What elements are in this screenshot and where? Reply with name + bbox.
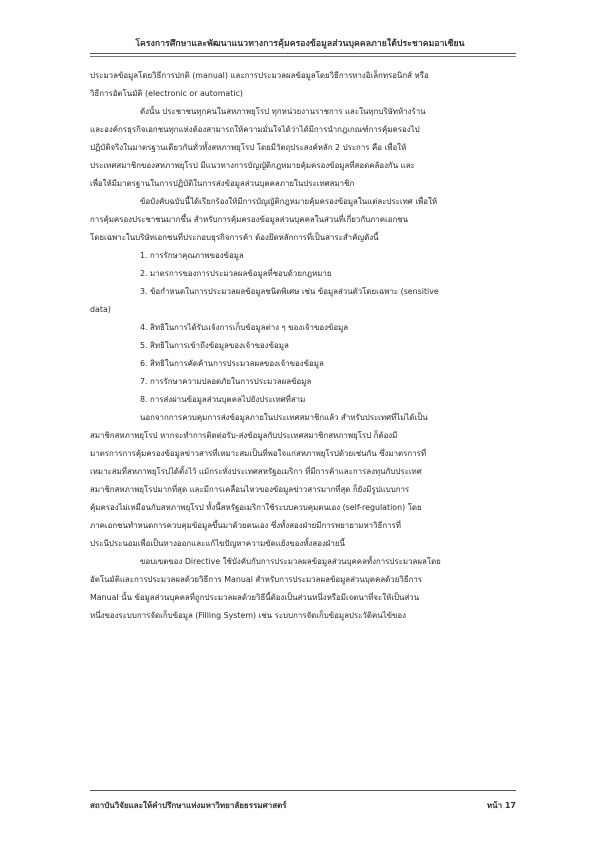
list-item: 1. การรักษาคุณภาพของข้อมูล bbox=[140, 251, 244, 260]
list-item-continuation: data) bbox=[90, 305, 111, 314]
page-header-title: โครงการศึกษาและพัฒนาแนวทางการคุ้มครองข้อมูลส่วนบุคคลภายใต้ประชาคมอาเซียน bbox=[135, 39, 465, 49]
body-line: โดยเฉพาะในบริษัทเอกชนที่ประกอบธุรกิจการค้า ต้องยึดหลักการที่เป็นสาระสำคัญดังนี้ bbox=[90, 233, 379, 242]
body-line: Manual นั้น ข้อมูลส่วนบุคคลที่ถูกประมวลผลด้วยวิธีนี้ต้องเป็นส่วนหนึ่งหรือมีเจตนาที่จะให้เป็นส่วน bbox=[90, 593, 420, 602]
footer-institution: สถาบันวิจัยและให้คำปรึกษาแห่งมหาวิทยาลัยธรรมศาสตร์ bbox=[90, 801, 287, 810]
body-line: ดังนั้น ประชาชนทุกคนในสหภาพยุโรป ทุกหน่วยงานราชการ และในทุกบริษัทห้างร้าน bbox=[140, 107, 426, 116]
body-line: การคุ้มครองประชาชนมากขึ้น สำหรับการคุ้มครองข้อมูลส่วนบุคคลในส่วนที่เกี่ยวกับภาคเอกชน bbox=[90, 215, 408, 224]
body-text bbox=[90, 67, 516, 625]
header-rule bbox=[90, 53, 516, 54]
body-line: ปฏิบัติจริงในมาตรฐานเดียวกันทั่วทั้งสหภาพยุโรป โดยมีวัตถุประสงค์หลัก 2 ประการ คือ เพื่อให้ bbox=[90, 143, 407, 152]
body-line: นอกจากการควบคุมการส่งข้อมูลภายในประเทศสมาชิกแล้ว สำหรับประเทศที่ไม่ได้เป็น bbox=[140, 413, 428, 422]
body-line: สมาชิกสหภาพยุโรป หากจะทำการติดต่อรับ-ส่งข้อมูลกับประเทศสมาชิกสหภาพยุโรป ก็ต้องมี bbox=[90, 431, 398, 440]
list-item: 4. สิทธิในการได้รับแจ้งการเก็บข้อมูลต่าง ๆ ของเจ้าของข้อมูล bbox=[140, 323, 349, 332]
list-item: 2. มาตรการของการประมวลผลข้อมูลที่ชอบด้วยกฎหมาย bbox=[140, 269, 332, 278]
page-number: หน้า 17 bbox=[486, 801, 516, 810]
body-line: อัตโนมัติและการประมวลผลด้วยวิธีการ Manual สำหรับการประมวลผลข้อมูลส่วนบุคคลด้วยวิธีการ bbox=[90, 575, 423, 584]
body-line: ประนีประนอมเพื่อเป็นทางออกและแก้ไขปัญหาความขัดแย้งของทั้งสองฝ่ายนี้ bbox=[90, 539, 345, 548]
body-line: เหมาะสมที่สหภาพยุโรปได้ตั้งไว้ แม้กระทั่งประเทศสหรัฐอเมริกา ที่มีการค้าและการลงทุนกับประเทศ bbox=[90, 467, 422, 476]
body-line: ประมวลข้อมูลโดยวิธีการปกติ (manual) และการประมวลผลข้อมูลโดยวิธีการทางอิเล็กทรอนิกส์ หรือ bbox=[90, 71, 429, 80]
body-line: สมาชิกสหภาพยุโรปมากที่สุด และมีการเคลื่อนไหวของข้อมูลข่าวสารมากที่สุด ก็ยังมีรูปแบบการ bbox=[90, 485, 410, 494]
list-item: 6. สิทธิในการคัดค้านการประมวลผลของเจ้าของข้อมูล bbox=[140, 359, 324, 368]
body-line: ขอบเขตของ Directive ใช้บังคับกับการประมวลผลข้อมูลส่วนบุคคลทั้งการประมวลผลโดย bbox=[140, 557, 441, 566]
body-line: หนึ่งของระบบการจัดเก็บข้อมูล (Filling System) เช่น ระบบการจัดเก็บข้อมูลประวัติคนไข้ของ bbox=[90, 611, 406, 620]
list-item: 8. การส่งผ่านข้อมูลส่วนบุคคลไปยังประเทศที่สาม bbox=[140, 395, 306, 404]
list-item: 5. สิทธิในการเข้าถึงข้อมูลของเจ้าของข้อมูล bbox=[140, 341, 289, 350]
body-line: ภาคเอกชนทำหนดการควบคุมข้อมูลขึ้นมาด้วยตนเอง ซึ่งทั้งสองฝ่ายมีการพยายามหาวิธีการที่ bbox=[90, 521, 401, 530]
list-item: 7. การรักษาความปลอดภัยในการประมวลผลข้อมูล bbox=[140, 377, 312, 386]
list-item: 3. ข้อกำหนดในการประมวลผลข้อมูลชนิดพิเศษ เช่น ข้อมูลส่วนตัวโดยเฉพาะ (sensitive bbox=[140, 287, 439, 296]
body-line: ประเทศสมาชิกของสหภาพยุโรป มีแนวทางการบัญญัติกฎหมายคุ้มครองข้อมูลที่สอดคล้องกัน และ bbox=[90, 161, 415, 170]
body-line: ข้อบังคับฉบับนี้ได้เรียกร้องให้มีการบัญญัติกฎหมายคุ้มครองข้อมูลในแต่ละประเทศ เพื่อให้ bbox=[140, 197, 438, 206]
body-line: มาตรการการคุ้มครองข้อมูลข่าวสารที่เหมาะสมเป็นที่พอใจแก่สหภาพยุโรปด้วยเช่นกัน ซึ่งมาตรการที่ bbox=[90, 449, 427, 458]
body-line: และองค์กรธุรกิจเอกชนทุกแห่งต้องสามารถให้ความมั่นใจได้ว่าได้มีการนำกฎเกณฑ์การคุ้มครองไป bbox=[90, 125, 420, 134]
footer-rule bbox=[90, 790, 516, 791]
body-line: เพื่อให้มีมาตรฐานในการปฏิบัติในการส่งข้อมูลส่วนบุคคลภายในประเทศสมาชิก bbox=[90, 179, 355, 188]
body-line: คุ้มครองไม่เหมือนกับสหภาพยุโรป ทั้งนี้สหรัฐอเมริกาใช้ระบบควบคุมตนเอง (self-regulation) โดย bbox=[90, 503, 422, 512]
body-line: วิธีการอัตโนมัติ (electronic or automatic) bbox=[90, 89, 243, 98]
header-rule-thin bbox=[90, 56, 516, 57]
